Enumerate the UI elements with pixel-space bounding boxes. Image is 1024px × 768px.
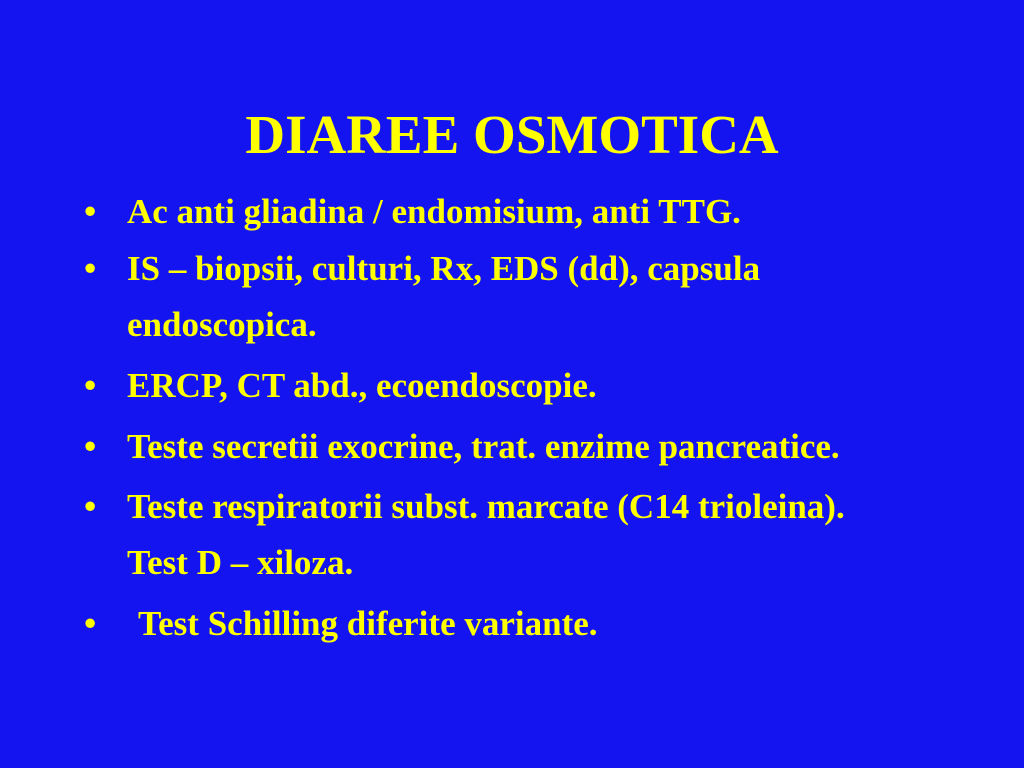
bullet-text: Ac anti gliadina / endomisium, anti TTG. (127, 192, 741, 231)
bullet-item-is (84, 241, 944, 353)
bullet-icon: • (84, 427, 97, 466)
bullet-icon: • (84, 249, 97, 288)
bullet-item-antibodies (84, 183, 944, 241)
bullet-text: Teste secretii exocrine, trat. enzime pancreatice. (127, 427, 840, 466)
bullet-item-schilling (84, 595, 944, 653)
bullet-text: Test Schilling diferite variante. (138, 604, 598, 643)
bullet-icon: • (84, 366, 97, 405)
bullet-list (84, 183, 944, 653)
bullet-text: ERCP, CT abd., ecoendoscopie. (127, 366, 597, 405)
bullet-item-respiratorii (84, 479, 944, 591)
bullet-icon: • (84, 604, 97, 643)
slide-title: DIAREE OSMOTICA (245, 104, 779, 165)
bullet-item-ercp (84, 357, 944, 415)
bullet-icon: • (84, 192, 97, 231)
bullet-text: IS – biopsii, culturi, Rx, EDS (dd), capsula endoscopica. (127, 249, 761, 344)
bullet-text: Teste respiratorii subst. marcate (C14 trioleina). Test D – xiloza. (127, 487, 845, 582)
bullet-icon: • (84, 487, 97, 526)
bullet-item-secretii (84, 419, 944, 475)
